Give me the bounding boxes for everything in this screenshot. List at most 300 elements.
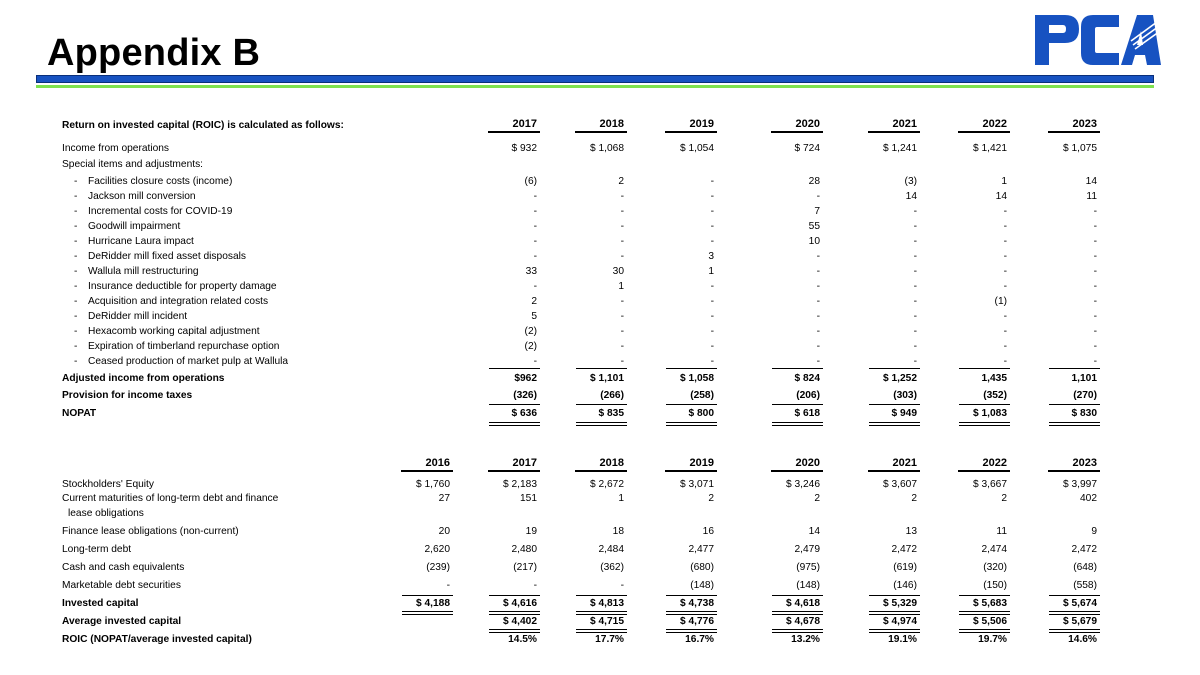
row-value: 2 bbox=[708, 493, 714, 504]
row-value: $ 800 bbox=[688, 408, 714, 419]
adjustment-value: - bbox=[1003, 251, 1007, 262]
adjustment-value: 55 bbox=[808, 221, 820, 232]
row-value: $ 1,083 bbox=[973, 408, 1007, 419]
adjustment-value: 33 bbox=[525, 266, 537, 277]
adjustment-value: - bbox=[816, 326, 820, 337]
row-value: $ 824 bbox=[794, 373, 820, 384]
row-value: 2 bbox=[1001, 493, 1007, 504]
row-value: 13 bbox=[905, 526, 917, 537]
adjustment-value: - bbox=[913, 266, 917, 277]
adjustment-value: - bbox=[1093, 221, 1097, 232]
capital-year-header: 2019 bbox=[689, 457, 714, 469]
header-underline bbox=[665, 470, 717, 472]
roic-year-header: 2018 bbox=[599, 118, 624, 130]
adjustment-label: - DeRidder mill incident bbox=[74, 311, 188, 322]
adjustment-value: - bbox=[710, 356, 714, 367]
roic-year-header: 2017 bbox=[512, 118, 537, 130]
special-items-row bbox=[62, 159, 1112, 173]
total-double-rule bbox=[402, 611, 453, 615]
row-value: (239) bbox=[426, 562, 450, 573]
adjustment-value: - bbox=[620, 251, 624, 262]
header-underline bbox=[868, 470, 920, 472]
row-value: (326) bbox=[513, 390, 537, 401]
total-double-rule bbox=[869, 629, 920, 633]
adjustment-value: - bbox=[913, 356, 917, 367]
row-value: (619) bbox=[893, 562, 917, 573]
total-double-rule bbox=[576, 422, 627, 426]
row-value: (352) bbox=[983, 390, 1007, 401]
row-value: $ 5,679 bbox=[1063, 616, 1097, 627]
roic-year-header: 2022 bbox=[982, 118, 1007, 130]
capital-row bbox=[62, 526, 1112, 540]
header-underline bbox=[488, 470, 540, 472]
adjustment-row bbox=[62, 221, 1112, 235]
adjustment-value: - bbox=[710, 191, 714, 202]
header-underline bbox=[771, 131, 823, 133]
row-value: (266) bbox=[600, 390, 624, 401]
roic-year-header: 2019 bbox=[689, 118, 714, 130]
header-underline bbox=[665, 131, 717, 133]
row-label: NOPAT bbox=[62, 408, 97, 419]
row-label-continued: lease obligations bbox=[68, 508, 144, 519]
adjustment-value: (1) bbox=[994, 296, 1007, 307]
adjustment-label: - Hexacomb working capital adjustment bbox=[74, 326, 260, 337]
adjustment-value: - bbox=[816, 266, 820, 277]
row-value: (258) bbox=[690, 390, 714, 401]
adjustment-value: - bbox=[816, 356, 820, 367]
adjustment-value: - bbox=[533, 356, 537, 367]
adjustment-value: - bbox=[620, 236, 624, 247]
sum-rule bbox=[489, 368, 540, 369]
row-value: $ 2,672 bbox=[590, 479, 624, 490]
total-double-rule bbox=[959, 629, 1010, 633]
capital-row bbox=[62, 493, 1112, 519]
header-underline bbox=[1048, 470, 1100, 472]
adjustment-row bbox=[62, 296, 1112, 310]
adjustment-value: - bbox=[1003, 356, 1007, 367]
adjustment-value: - bbox=[1093, 326, 1097, 337]
sum-rule bbox=[1049, 595, 1100, 596]
adjustment-value: - bbox=[1003, 221, 1007, 232]
roic-row bbox=[62, 634, 1112, 648]
adjustment-row bbox=[62, 176, 1112, 190]
provision-income-taxes-row bbox=[62, 390, 1112, 404]
row-value: 18 bbox=[612, 526, 624, 537]
total-double-rule bbox=[1049, 629, 1100, 633]
total-double-rule bbox=[869, 611, 920, 615]
row-value: $ 618 bbox=[794, 408, 820, 419]
row-value: $ 724 bbox=[794, 143, 820, 154]
row-value: 14 bbox=[808, 526, 820, 537]
capital-row bbox=[62, 562, 1112, 576]
header-underline bbox=[1048, 131, 1100, 133]
capital-row bbox=[62, 580, 1112, 594]
row-label: Adjusted income from operations bbox=[62, 373, 225, 384]
row-value: 14.6% bbox=[1068, 634, 1097, 645]
adjustment-label: - Facilities closure costs (income) bbox=[74, 176, 233, 187]
row-value: $ 949 bbox=[891, 408, 917, 419]
adjustment-row bbox=[62, 236, 1112, 250]
header-rule-green bbox=[36, 85, 1154, 88]
row-value: $ 4,776 bbox=[680, 616, 714, 627]
adjustment-value: - bbox=[913, 296, 917, 307]
row-label: Stockholders' Equity bbox=[62, 479, 154, 490]
capital-year-header: 2021 bbox=[892, 457, 917, 469]
adjustment-value: - bbox=[1093, 251, 1097, 262]
row-value: 2 bbox=[814, 493, 820, 504]
row-value: (362) bbox=[600, 562, 624, 573]
adjustment-value: (3) bbox=[904, 176, 917, 187]
adjustment-value: - bbox=[620, 326, 624, 337]
row-value: $ 4,974 bbox=[883, 616, 917, 627]
roic-year-header: 2023 bbox=[1072, 118, 1097, 130]
adjustment-value: 1 bbox=[1001, 176, 1007, 187]
row-value: 1 bbox=[618, 493, 624, 504]
row-value: 27 bbox=[438, 493, 450, 504]
row-value: 1,101 bbox=[1071, 373, 1097, 384]
adjustment-value: - bbox=[533, 206, 537, 217]
row-value: $ 1,252 bbox=[883, 373, 917, 384]
row-value: $ 3,997 bbox=[1063, 479, 1097, 490]
page-title: Appendix B bbox=[47, 32, 261, 74]
adjustment-value: - bbox=[913, 206, 917, 217]
adjustment-value: - bbox=[620, 341, 624, 352]
adjustment-value: - bbox=[533, 191, 537, 202]
adjustment-row bbox=[62, 326, 1112, 340]
sum-rule bbox=[666, 404, 717, 405]
row-value: $ 4,618 bbox=[786, 598, 820, 609]
row-value: $ 4,188 bbox=[416, 598, 450, 609]
row-value: (558) bbox=[1073, 580, 1097, 591]
sum-rule bbox=[576, 595, 627, 596]
adjustment-value: - bbox=[620, 296, 624, 307]
row-value: $ 1,241 bbox=[883, 143, 917, 154]
adjustment-value: 11 bbox=[1086, 191, 1097, 202]
adjustment-value: - bbox=[816, 341, 820, 352]
adjustment-value: - bbox=[1093, 341, 1097, 352]
row-value: (270) bbox=[1073, 390, 1097, 401]
adjustment-value: - bbox=[1003, 311, 1007, 322]
capital-row bbox=[62, 544, 1112, 558]
row-value: $ 5,329 bbox=[883, 598, 917, 609]
row-label: Long-term debt bbox=[62, 544, 132, 555]
adjustment-value: 2 bbox=[531, 296, 537, 307]
adjustment-row bbox=[62, 206, 1112, 220]
adjustment-value: 14 bbox=[995, 191, 1007, 202]
adjustment-value: - bbox=[1003, 266, 1007, 277]
row-value: 2,472 bbox=[891, 544, 917, 555]
adjustment-value: - bbox=[1003, 206, 1007, 217]
sum-rule bbox=[772, 595, 823, 596]
total-double-rule bbox=[772, 611, 823, 615]
adjustment-value: 2 bbox=[618, 176, 624, 187]
row-label: Average invested capital bbox=[62, 616, 182, 627]
row-value: $ 835 bbox=[598, 408, 624, 419]
invested-capital-row bbox=[62, 598, 1112, 612]
row-value: (680) bbox=[690, 562, 714, 573]
total-double-rule bbox=[576, 611, 627, 615]
adjustment-row bbox=[62, 191, 1112, 205]
adjustment-value: - bbox=[620, 356, 624, 367]
adjustment-value: - bbox=[1093, 206, 1097, 217]
row-value: $ 1,054 bbox=[680, 143, 714, 154]
row-value: $ 1,421 bbox=[973, 143, 1007, 154]
adjustment-value: - bbox=[533, 236, 537, 247]
header-underline bbox=[401, 470, 453, 472]
adjustment-value: - bbox=[913, 236, 917, 247]
row-value: 2,484 bbox=[598, 544, 624, 555]
row-value: $ 4,616 bbox=[503, 598, 537, 609]
adjustment-value: - bbox=[816, 311, 820, 322]
row-value: $ 1,760 bbox=[416, 479, 450, 490]
row-value: 151 bbox=[520, 493, 537, 504]
row-value: (648) bbox=[1073, 562, 1097, 573]
total-double-rule bbox=[772, 629, 823, 633]
header-underline bbox=[958, 470, 1010, 472]
row-value: 13.2% bbox=[791, 634, 820, 645]
sum-rule bbox=[869, 404, 920, 405]
sum-rule bbox=[666, 368, 717, 369]
total-double-rule bbox=[959, 611, 1010, 615]
header-underline bbox=[771, 470, 823, 472]
header-underline bbox=[488, 131, 540, 133]
row-label: Provision for income taxes bbox=[62, 390, 193, 401]
sum-rule bbox=[959, 368, 1010, 369]
adjustment-value: - bbox=[533, 281, 537, 292]
adjustment-value: - bbox=[710, 236, 714, 247]
adjustment-value: - bbox=[1003, 281, 1007, 292]
row-value: 16 bbox=[702, 526, 714, 537]
row-value: $ 1,058 bbox=[680, 373, 714, 384]
adjustment-value: - bbox=[533, 221, 537, 232]
row-value: (975) bbox=[796, 562, 820, 573]
row-value: 2,477 bbox=[688, 544, 714, 555]
total-double-rule bbox=[489, 611, 540, 615]
adjustment-value: - bbox=[710, 341, 714, 352]
adjustment-value: 10 bbox=[808, 236, 820, 247]
adjustment-value: 1 bbox=[618, 281, 624, 292]
row-value: (320) bbox=[983, 562, 1007, 573]
capital-year-header: 2022 bbox=[982, 457, 1007, 469]
row-value: $ 4,738 bbox=[680, 598, 714, 609]
total-double-rule bbox=[576, 629, 627, 633]
adjustment-value: 30 bbox=[612, 266, 624, 277]
row-label: Finance lease obligations (non-current) bbox=[62, 526, 239, 537]
row-value: 17.7% bbox=[595, 634, 624, 645]
row-value: $ 1,101 bbox=[590, 373, 624, 384]
row-label: Cash and cash equivalents bbox=[62, 562, 185, 573]
row-value: 1,435 bbox=[981, 373, 1007, 384]
row-value: 2,620 bbox=[424, 544, 450, 555]
capital-year-header: 2016 bbox=[425, 457, 450, 469]
average-invested-capital-row bbox=[62, 616, 1112, 630]
total-double-rule bbox=[869, 422, 920, 426]
row-value: (148) bbox=[796, 580, 820, 591]
sum-rule bbox=[666, 595, 717, 596]
adjustment-row bbox=[62, 281, 1112, 295]
sum-rule bbox=[489, 595, 540, 596]
row-value: 11 bbox=[996, 526, 1007, 537]
row-value: 19 bbox=[525, 526, 537, 537]
row-value: $ 3,667 bbox=[973, 479, 1007, 490]
adjustment-value: - bbox=[913, 326, 917, 337]
adjustment-value: - bbox=[816, 296, 820, 307]
adjustment-value: - bbox=[710, 206, 714, 217]
row-label: Invested capital bbox=[62, 598, 139, 609]
row-value: 19.1% bbox=[888, 634, 917, 645]
adjustment-row bbox=[62, 266, 1112, 280]
total-double-rule bbox=[1049, 611, 1100, 615]
row-value: $ 4,715 bbox=[590, 616, 624, 627]
row-label: Current maturities of long-term debt and finance bbox=[62, 493, 279, 504]
row-value: - bbox=[620, 580, 624, 591]
adjustment-value: (2) bbox=[524, 341, 537, 352]
row-value: (217) bbox=[513, 562, 537, 573]
sum-rule bbox=[576, 404, 627, 405]
sum-rule bbox=[959, 404, 1010, 405]
row-value: 20 bbox=[438, 526, 450, 537]
capital-year-header: 2017 bbox=[512, 457, 537, 469]
adjustment-label: - Jackson mill conversion bbox=[74, 191, 196, 202]
row-value: 402 bbox=[1080, 493, 1097, 504]
adjustment-value: - bbox=[1093, 236, 1097, 247]
adjustment-value: (6) bbox=[524, 176, 537, 187]
row-value: - bbox=[446, 580, 450, 591]
adjustment-value: - bbox=[913, 281, 917, 292]
header-underline bbox=[575, 470, 627, 472]
adjustment-label: - Hurricane Laura impact bbox=[74, 236, 194, 247]
row-value: $ 1,068 bbox=[590, 143, 624, 154]
row-value: $962 bbox=[514, 373, 537, 384]
adjustment-value: - bbox=[620, 221, 624, 232]
adjustment-value: - bbox=[1093, 281, 1097, 292]
adjustment-value: - bbox=[533, 251, 537, 262]
row-value: (146) bbox=[893, 580, 917, 591]
adjustment-value: - bbox=[1093, 311, 1097, 322]
row-value: 16.7% bbox=[685, 634, 714, 645]
capital-year-header: 2018 bbox=[599, 457, 624, 469]
row-value: $ 4,678 bbox=[786, 616, 820, 627]
adjustment-value: 28 bbox=[808, 176, 820, 187]
row-value: (148) bbox=[690, 580, 714, 591]
adjustment-value: - bbox=[913, 341, 917, 352]
total-double-rule bbox=[1049, 422, 1100, 426]
roic-year-header: 2021 bbox=[892, 118, 917, 130]
row-value: - bbox=[533, 580, 537, 591]
adjustment-label: - Expiration of timberland repurchase option bbox=[74, 341, 280, 352]
logo-text: PCA bbox=[1033, 11, 1036, 12]
row-value: $ 3,071 bbox=[680, 479, 714, 490]
sum-rule bbox=[402, 595, 453, 596]
adjustment-value: 3 bbox=[708, 251, 714, 262]
total-double-rule bbox=[666, 611, 717, 615]
adjustment-value: (2) bbox=[524, 326, 537, 337]
pca-logo bbox=[1033, 11, 1163, 69]
roic-heading: Return on invested capital (ROIC) is calculated as follows: bbox=[62, 120, 344, 131]
sum-rule bbox=[772, 368, 823, 369]
row-value: $ 4,402 bbox=[503, 616, 537, 627]
adjustment-label: - Acquisition and integration related costs bbox=[74, 296, 269, 307]
row-value: (303) bbox=[893, 390, 917, 401]
adjustment-label: - Insurance deductible for property damage bbox=[74, 281, 277, 292]
capital-row bbox=[62, 479, 1112, 493]
nopat-row bbox=[62, 408, 1112, 422]
row-value: $ 636 bbox=[511, 408, 537, 419]
adjustment-value: - bbox=[710, 326, 714, 337]
capital-year-header: 2023 bbox=[1072, 457, 1097, 469]
row-label: Marketable debt securities bbox=[62, 580, 181, 591]
adjustment-value: - bbox=[1093, 296, 1097, 307]
row-value: 2,472 bbox=[1071, 544, 1097, 555]
row-value: 2,480 bbox=[511, 544, 537, 555]
row-value: $ 4,813 bbox=[590, 598, 624, 609]
adjustment-value: - bbox=[620, 206, 624, 217]
row-value: 2 bbox=[911, 493, 917, 504]
adjusted-income-row bbox=[62, 373, 1112, 387]
row-value: 2,474 bbox=[981, 544, 1007, 555]
adjustment-row bbox=[62, 311, 1112, 325]
total-double-rule bbox=[959, 422, 1010, 426]
row-value: $ 830 bbox=[1071, 408, 1097, 419]
adjustment-label: - DeRidder mill fixed asset disposals bbox=[74, 251, 246, 262]
row-value: $ 5,506 bbox=[973, 616, 1007, 627]
adjustment-value: - bbox=[816, 251, 820, 262]
row-label: Income from operations bbox=[62, 143, 170, 154]
adjustment-value: - bbox=[1093, 356, 1097, 367]
adjustment-value: - bbox=[816, 191, 820, 202]
total-double-rule bbox=[666, 422, 717, 426]
sum-rule bbox=[869, 368, 920, 369]
sum-rule bbox=[576, 368, 627, 369]
adjustment-value: 14 bbox=[1085, 176, 1097, 187]
adjustment-value: - bbox=[1003, 341, 1007, 352]
adjustment-label: - Goodwill impairment bbox=[74, 221, 181, 232]
adjustment-row bbox=[62, 251, 1112, 265]
adjustment-row bbox=[62, 341, 1112, 355]
adjustment-label: - Ceased production of market pulp at Wallula bbox=[74, 356, 289, 367]
row-value: $ 1,075 bbox=[1063, 143, 1097, 154]
row-value: $ 3,246 bbox=[786, 479, 820, 490]
adjustment-value: - bbox=[913, 221, 917, 232]
income-from-operations-row bbox=[62, 143, 1112, 157]
total-double-rule bbox=[666, 629, 717, 633]
adjustment-value: - bbox=[710, 311, 714, 322]
adjustment-value: - bbox=[913, 311, 917, 322]
row-value: 14.5% bbox=[508, 634, 537, 645]
header-rule-blue bbox=[36, 75, 1154, 83]
sum-rule bbox=[1049, 368, 1100, 369]
special-items-label: Special items and adjustments: bbox=[62, 159, 203, 170]
row-value: (150) bbox=[983, 580, 1007, 591]
adjustment-value: - bbox=[620, 191, 624, 202]
row-value: $ 3,607 bbox=[883, 479, 917, 490]
row-label: ROIC (NOPAT/average invested capital) bbox=[62, 634, 252, 645]
row-value: $ 2,183 bbox=[503, 479, 537, 490]
row-value: $ 5,674 bbox=[1063, 598, 1097, 609]
row-value: $ 5,683 bbox=[973, 598, 1007, 609]
total-double-rule bbox=[489, 422, 540, 426]
sum-rule bbox=[489, 404, 540, 405]
capital-year-header: 2020 bbox=[795, 457, 820, 469]
adjustment-value: - bbox=[1003, 236, 1007, 247]
header-underline bbox=[868, 131, 920, 133]
adjustment-value: 14 bbox=[905, 191, 917, 202]
row-value: 2,479 bbox=[794, 544, 820, 555]
row-value: 19.7% bbox=[978, 634, 1007, 645]
row-value: $ 932 bbox=[511, 143, 537, 154]
row-value: (206) bbox=[796, 390, 820, 401]
adjustment-label: - Wallula mill restructuring bbox=[74, 266, 199, 277]
